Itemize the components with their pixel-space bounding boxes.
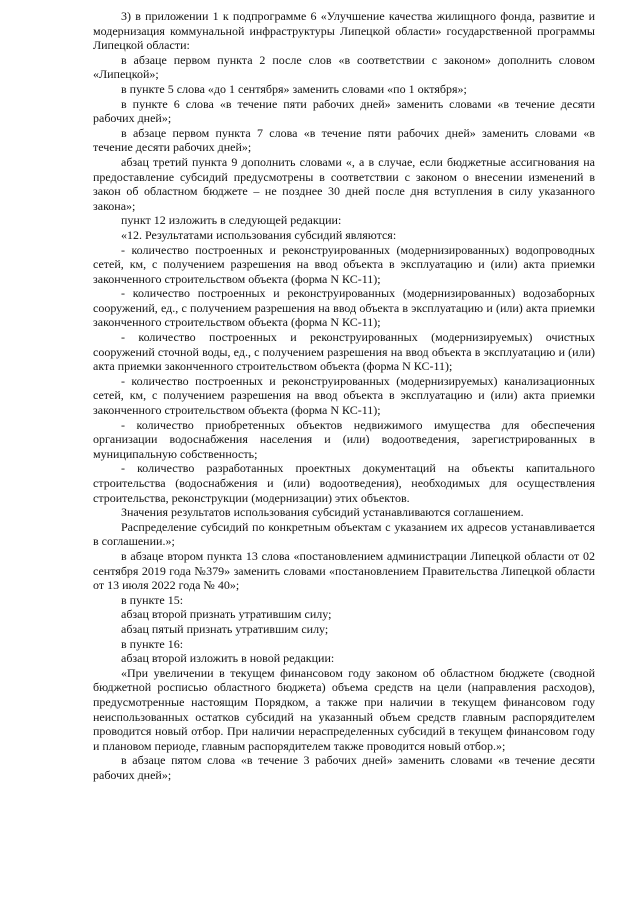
list-item: - количество приобретенных объектов недвижимого имущества для обеспечения организации водоснабжения населения и (или) водоотведения, зарегистрированных в муниципальную собственность;	[93, 417, 595, 461]
list-item: - количество построенных и реконструированных (модернизированных) водопроводных сетей, км, с получением разрешения на ввод объекта в эксплуатацию и (или) акта приемки законченного строительством объекта (форма N КС-11);	[93, 242, 595, 286]
document-body	[93, 9, 595, 782]
paragraph: пункт 12 изложить в следующей редакции:	[121, 213, 342, 228]
list-item: - количество построенных и реконструированных (модернизированных) водозаборных сооружений, ед., с получением разрешения на ввод объекта в эксплуатацию и (или) акта приемки законченного строительством объекта (форма N КС-11);	[93, 286, 595, 330]
paragraph: абзац пятый признать утратившим силу;	[121, 621, 329, 636]
paragraph: в абзаце первом пункта 7 слова «в течение пяти рабочих дней» заменить словами «в течение десяти рабочих дней»;	[93, 125, 595, 155]
list-item: - количество построенных и реконструированных (модернизируемых) канализационных сетей, км, с получением разрешения на ввод объекта в эксплуатацию и (или) акта приемки законченного строительством объекта (форма N КС-11);	[93, 373, 595, 418]
list-item: - количество разработанных проектных документаций на объекты капитального строительства (водоснабжения и (или) водоотведения), необходимых для осуществления строительства, реконструкции (модернизации) этих объектов.	[93, 461, 595, 505]
paragraph: в пункте 6 слова «в течение пяти рабочих дней» заменить словами «в течение десяти рабочих дней»;	[93, 96, 595, 126]
paragraph: в абзаце пятом слова «в течение 3 рабочих дней» заменить словами «в течение десяти рабочих дней»;	[93, 753, 595, 782]
paragraph: абзац второй признать утратившим силу;	[121, 607, 332, 622]
paragraph: в абзаце первом пункта 2 после слов «в соответствии с законом» дополнить словом «Липецкой»;	[93, 52, 595, 82]
list-item: - количество построенных и реконструированных (модернизируемых) очистных сооружений сточной воды, ед., с получением разрешения на ввод объекта в эксплуатацию и (или) акта приемки законченного строительством объекта (форма N КС-11);	[93, 330, 595, 374]
paragraph: в пункте 15:	[121, 592, 184, 607]
paragraph: в пункте 16:	[121, 636, 184, 651]
paragraph: «12. Результатами использования субсидий являются:	[121, 227, 397, 242]
paragraph: абзац третий пункта 9 дополнить словами «, а в случае, если бюджетные ассигнования на предоставление субсидий предусмотрены в соответствии с законом о внесении изменений в закон об областном бюджете – не позднее 30 дней после дня вступления в силу указанного закона»;	[93, 154, 595, 213]
paragraph: «При увеличении в текущем финансовом году законом об областном бюджете (сводной бюджетной росписью областного бюджета) объема средств на цели (направления расходов), предусмотренные настоящим Порядком, а также при наличии в текущем финансовом году неиспользованных остатков субсидий на указанный объем средств главным распорядителем проводится новый отбор. При наличии нераспределенных субсидий в текущем финансовом году и плановом периоде, главным распорядителем также проводится новый отбор.»;	[93, 665, 595, 753]
paragraph: Распределение субсидий по конкретным объектам с указанием их адресов устанавливается в соглашении.»;	[93, 519, 595, 549]
paragraph: абзац второй изложить в новой редакции:	[121, 651, 335, 666]
paragraph: 3) в приложении 1 к подпрограмме 6 «Улучшение качества жилищного фонда, развитие и модернизация коммунальной инфраструктуры Липецкой области» государственной программы Липецкой области:	[93, 9, 595, 53]
paragraph: Значения результатов использования субсидий устанавливаются соглашением.	[121, 505, 524, 520]
paragraph: в абзаце втором пункта 13 слова «постановлением администрации Липецкой области от 02 сентября 2019 года №379» заменить словами «постановлением Правительства Липецкой области от 13 июля 2022 года № 40»;	[93, 548, 595, 593]
paragraph: в пункте 5 слова «до 1 сентября» заменить словами «по 1 октября»;	[121, 81, 467, 96]
